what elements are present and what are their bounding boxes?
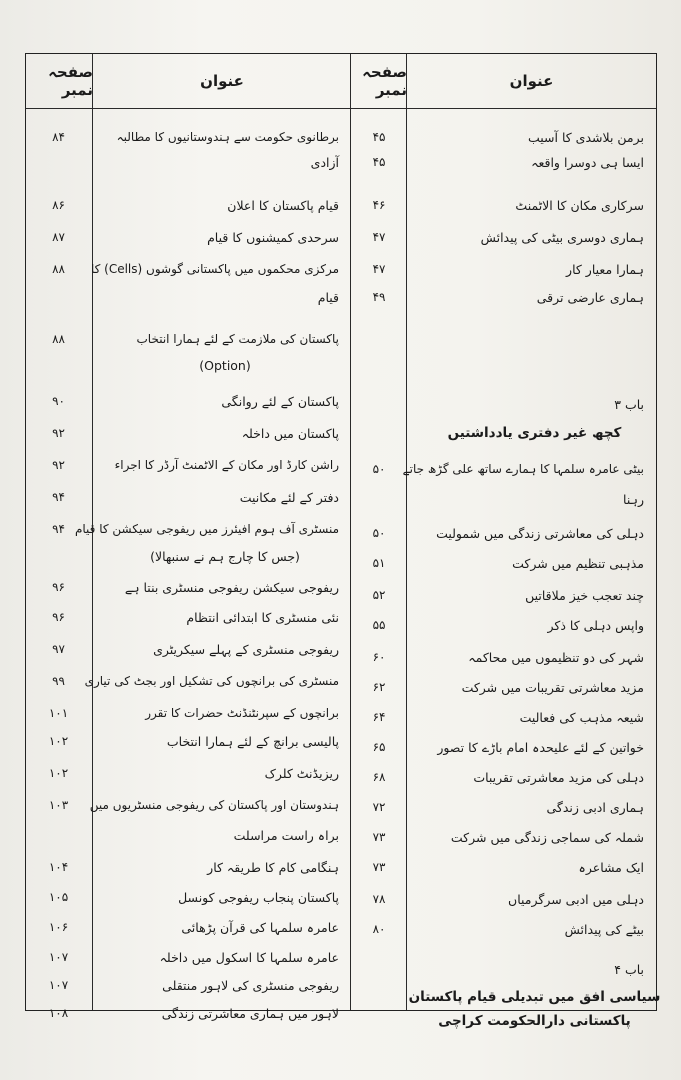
chapter-title: سیاسی افق میں تبدیلی قیام پاکستان xyxy=(408,989,661,1005)
page-number: ۹۲ xyxy=(52,458,65,472)
toc-entry xyxy=(407,938,656,960)
page-number: ۹۴ xyxy=(52,522,65,536)
table-of-contents xyxy=(25,53,661,1029)
page-number: ۴۶ xyxy=(372,198,386,212)
page-number: ۹۰ xyxy=(52,394,65,408)
toc-entry: (جس کا چارج ہم نے سنبھالا) xyxy=(150,548,300,564)
page-number: ۹۶ xyxy=(52,580,65,594)
page-number: ۸۴ xyxy=(52,130,65,144)
toc-entry: بیٹی عامرہ سلمہا کا ہمارے ساتھ علی گڑھ جاتے xyxy=(402,462,644,476)
toc-entry: شیعہ مذہب کی فعالیت xyxy=(519,709,644,725)
toc-entry: رہنا xyxy=(623,491,644,507)
toc-entry: پاکستان کے لئے روانگی xyxy=(221,393,339,409)
page-number: ۴۵ xyxy=(372,155,386,169)
header-title-right: عنوان xyxy=(509,72,554,90)
toc-entry: ریفوجی سیکشن ریفوجی منسٹری بنتا ہے xyxy=(124,579,339,595)
toc-entry: برمن بلاشدی کا آسیب xyxy=(527,129,644,145)
toc-entry: چند تعجب خیز ملاقاتیں xyxy=(525,587,644,603)
page-number: ۶۴ xyxy=(372,710,386,724)
toc-entry: ریفوجی منسٹری کی لاہور منتقلی xyxy=(162,977,339,993)
toc-entry: نئی منسٹری کا ابتدائی انتظام xyxy=(186,609,339,625)
page-number: ۷۳ xyxy=(372,860,386,874)
chapter-label: باب ۴ xyxy=(614,961,644,977)
right-titles-column xyxy=(402,108,661,1029)
header-page-left: صفحہ نمبر xyxy=(48,63,93,99)
toc-entry: عامرہ سلمہا کا اسکول میں داخلہ xyxy=(159,949,339,965)
page-number: ۱۰۷ xyxy=(48,978,69,992)
page-number: ۱۰۴ xyxy=(48,860,69,874)
page-number: ۹۷ xyxy=(52,642,65,656)
toc-entry: ریفوجی منسٹری کے پہلے سیکریٹری xyxy=(153,641,339,657)
header-page-right: صفحہ نمبر xyxy=(362,63,407,99)
toc-entry: مزید معاشرتی تقریبات میں شرکت xyxy=(461,679,644,695)
toc-entry: پاکستان میں داخلہ xyxy=(241,425,339,441)
toc-entry: دہلی کی معاشرتی زندگی میں شمولیت xyxy=(436,525,644,541)
page-number: ۱۰۵ xyxy=(48,890,69,904)
toc-entry: مرکزی محکموں میں پاکستانی گوشوں (Cells) کا xyxy=(90,262,339,276)
toc-entry: پاکستان پنجاب ریفوجی کونسل xyxy=(178,889,339,905)
toc-entry: سرحدی کمیشنوں کا قیام xyxy=(207,229,339,245)
chapter-label: باب ۳ xyxy=(614,396,644,412)
right-pages-column xyxy=(351,108,407,1010)
page-number: ۱۰۱ xyxy=(48,706,69,720)
chapter-subtitle: پاکستانی دارالحکومت کراچی xyxy=(438,1013,631,1029)
toc-entry: دہلی میں ادبی سرگرمیاں xyxy=(508,891,644,907)
left-pages-column xyxy=(24,108,93,1020)
toc-entry xyxy=(407,328,656,350)
toc-entry: راشن کارڈ اور مکان کے الاٹمنٹ آرڈر کا اجراء xyxy=(114,458,339,472)
toc-entry: ہماری عارضی ترقی xyxy=(536,289,644,305)
page-number: ۹۴ xyxy=(52,490,65,504)
page-number: ۹۲ xyxy=(52,426,65,440)
page-number: ۸۷ xyxy=(52,230,65,244)
page-number: ۸۸ xyxy=(52,262,65,276)
toc-entry: مذہبی تنظیم میں شرکت xyxy=(512,555,644,571)
page-number: ۴۵ xyxy=(372,130,386,144)
page-number: ۱۰۸ xyxy=(48,1006,69,1020)
toc-entry: منسٹری آف ہوم افیئرز میں ریفوجی سیکشن کا قیام xyxy=(74,522,339,536)
toc-entry: عامرہ سلمہا کی قرآن پڑھائی xyxy=(181,919,339,935)
page-number: ۱۰۲ xyxy=(48,766,69,780)
page-number: ۹۹ xyxy=(52,674,65,688)
toc-entry: شملہ کی سماجی زندگی میں شرکت xyxy=(450,829,644,845)
chapter-title: کچھ غیر دفتری یادداشتیں xyxy=(447,425,622,441)
toc-entry: آزادی xyxy=(310,154,339,170)
page-number: ۴۷ xyxy=(372,230,386,244)
toc-entry: ہماری ادبی زندگی xyxy=(546,799,644,815)
page-number: ۶۸ xyxy=(372,770,386,784)
toc-entry: شہر کی دو تنظیموں میں محاکمہ xyxy=(468,649,644,665)
page-number: ۷۲ xyxy=(372,800,386,814)
page-number: ۱۰۳ xyxy=(48,798,69,812)
toc-entry: ایک مشاعرہ xyxy=(578,859,644,875)
toc-entry: ہمارا معیار کار xyxy=(566,261,644,277)
page-number: ۸۸ xyxy=(52,332,65,346)
toc-entry: (Option) xyxy=(199,357,251,373)
toc-entry: قیام xyxy=(317,289,339,305)
toc-entry: ہنگامی کام کا طریقہ کار xyxy=(207,859,339,875)
page-number: ۶۰ xyxy=(372,650,386,664)
page-number: ۵۱ xyxy=(372,556,386,570)
page-number: ۸۰ xyxy=(372,922,386,936)
toc-entry: خواتین کے لئے علیحدہ امام باڑے کا تصور xyxy=(437,739,644,755)
page-number: ۵۰ xyxy=(372,526,386,540)
toc-entry: منسٹری کی برانچوں کی تشکیل اور بجٹ کی تیاری xyxy=(84,674,339,688)
toc-entry: پالیسی برانچ کے لئے ہمارا انتخاب xyxy=(166,733,339,749)
toc-entry: برانچوں کے سپرنٹنڈنٹ حضرات کا تقرر xyxy=(145,706,339,720)
toc-entry: ریزیڈنٹ کلرک xyxy=(264,765,339,781)
toc-entry: قیام پاکستان کا اعلان xyxy=(227,197,339,213)
toc-entry: لاہور میں ہماری معاشرتی زندگی xyxy=(161,1005,339,1021)
toc-entry: برطانوی حکومت سے ہندوستانیوں کا مطالبہ xyxy=(116,130,339,144)
page-number: ۷۸ xyxy=(372,892,386,906)
toc-entry: ہندوستان اور پاکستان کی ریفوجی منسٹریوں میں xyxy=(89,798,339,812)
toc-entry: ہماری دوسری بیٹی کی پیدائش xyxy=(480,229,644,245)
toc-entry: واپس دہلی کا ذکر xyxy=(547,617,644,633)
page-number: ۴۹ xyxy=(372,290,386,304)
toc-entry: دہلی کی مزید معاشرتی تقریبات xyxy=(473,769,644,785)
toc-entry: سرکاری مکان کا الاٹمنٹ xyxy=(515,197,644,213)
page-number: ۶۵ xyxy=(372,740,386,754)
page-number: ۱۰۶ xyxy=(48,920,69,934)
toc-entry: ایسا ہی دوسرا واقعہ xyxy=(531,154,644,170)
page-number: ۷۳ xyxy=(372,830,386,844)
page-number: ۵۲ xyxy=(372,588,386,602)
page-number: ۴۷ xyxy=(372,262,386,276)
header-title-left: عنوان xyxy=(200,72,244,90)
toc-entry: براہ راست مراسلت xyxy=(233,827,339,843)
page-number: ۹۶ xyxy=(52,610,65,624)
toc-entry: دفتر کے لئے مکانیت xyxy=(239,489,339,505)
page-number: ۵۰ xyxy=(372,462,386,476)
left-titles-column xyxy=(74,108,351,1021)
toc-entry: بیٹے کی پیدائش xyxy=(564,921,644,937)
page-number: ۶۲ xyxy=(372,680,386,694)
page-number: ۱۰۷ xyxy=(48,950,69,964)
page-number: ۸۶ xyxy=(52,198,65,212)
page-number: ۱۰۲ xyxy=(48,734,69,748)
page-number: ۵۵ xyxy=(372,618,386,632)
toc-entry: پاکستان کی ملازمت کے لئے ہمارا انتخاب xyxy=(136,332,339,346)
